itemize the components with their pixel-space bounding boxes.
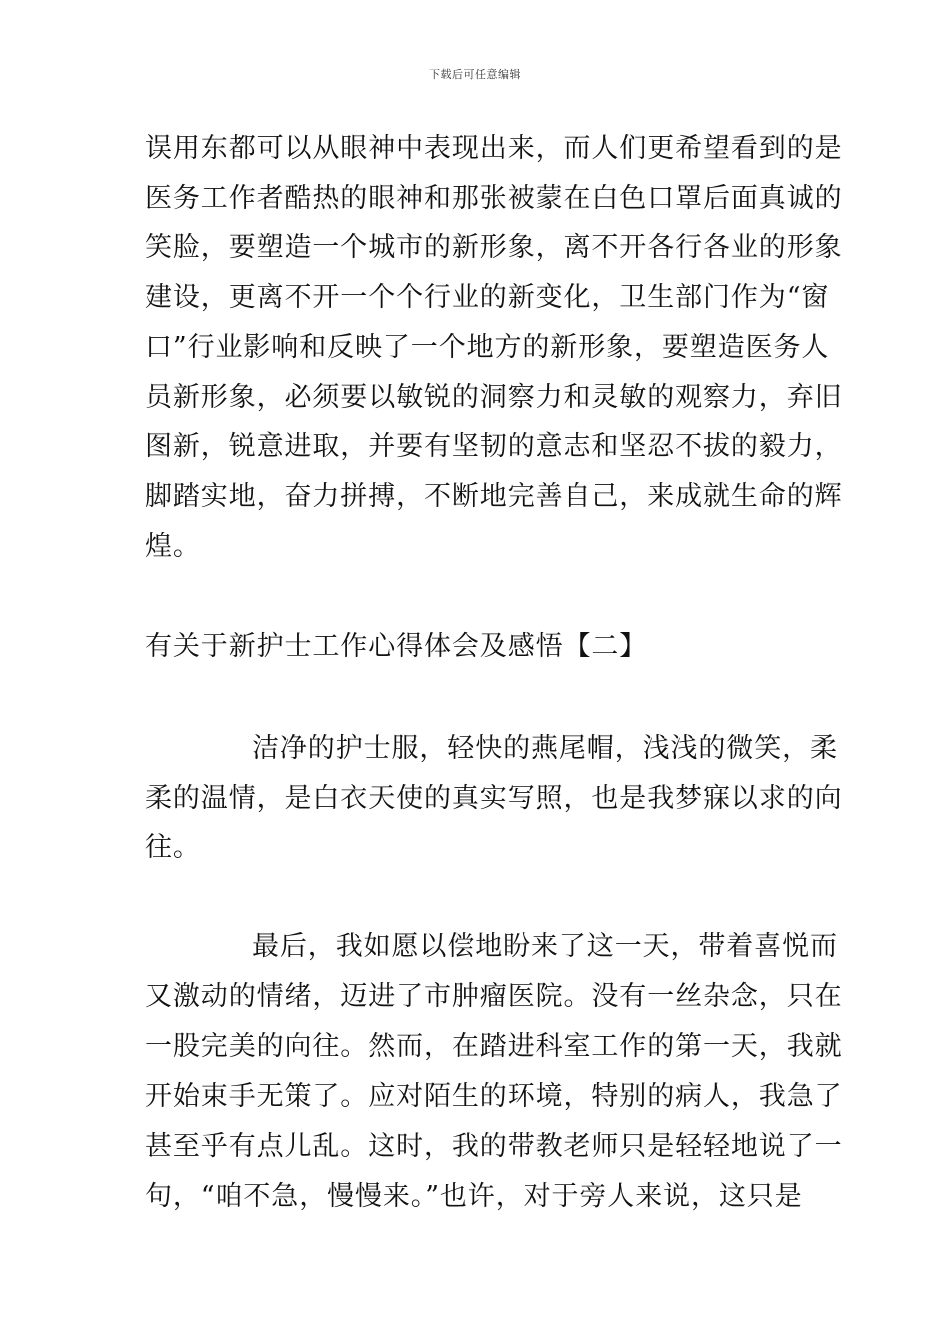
text-line: 往。 [145,832,201,863]
text-line: 最后，我如愿以偿地盼来了这一天，带着喜悦而 [252,931,838,962]
page-header: 下载后可任意编辑 [429,68,521,81]
text-line: 柔的温情，是白衣天使的真实写照，也是我梦寐以求的向 [145,783,843,814]
text-line: 甚至乎有点儿乱。这时，我的带教老师只是轻轻地说了一 [145,1131,843,1162]
text-line: 笑脸，要塑造一个城市的新形象，离不开各行各业的形象 [145,232,843,263]
text-line: 脚踏实地，奋力拼搏，不断地完善自己，来成就生命的辉 [145,481,843,512]
text-line: 又激动的情绪，迈进了市肿瘤医院。没有一丝杂念，只在 [145,981,843,1012]
text-line: 误用东都可以从眼神中表现出来，而人们更希望看到的是 [145,133,843,164]
text-line: 员新形象，必须要以敏锐的洞察力和灵敏的观察力，弃旧 [145,382,843,413]
text-line: 医务工作者酷热的眼神和那张被蒙在白色口罩后面真诚的 [145,183,843,214]
section-title: 有关于新护士工作心得体会及感悟【二】 [145,631,648,662]
text-line: 开始束手无策了。应对陌生的环境，特别的病人，我急了 [145,1081,843,1112]
text-line: 煌。 [145,531,201,562]
text-line: 一股完美的向往。然而，在踏进科室工作的第一天，我就 [145,1031,843,1062]
text-line: 建设，更离不开一个个行业的新变化，卫生部门作为“窗 [145,282,830,313]
text-line: 口”行业影响和反映了一个地方的新形象，要塑造医务人 [145,332,830,363]
text-line: 图新，锐意进取，并要有坚韧的意志和坚忍不拔的毅力， [145,431,843,462]
text-line: 句，“咱不急，慢慢来。”也许，对于旁人来说，这只是 [145,1181,803,1212]
text-line: 洁净的护士服，轻快的燕尾帽，浅浅的微笑，柔 [252,733,838,764]
